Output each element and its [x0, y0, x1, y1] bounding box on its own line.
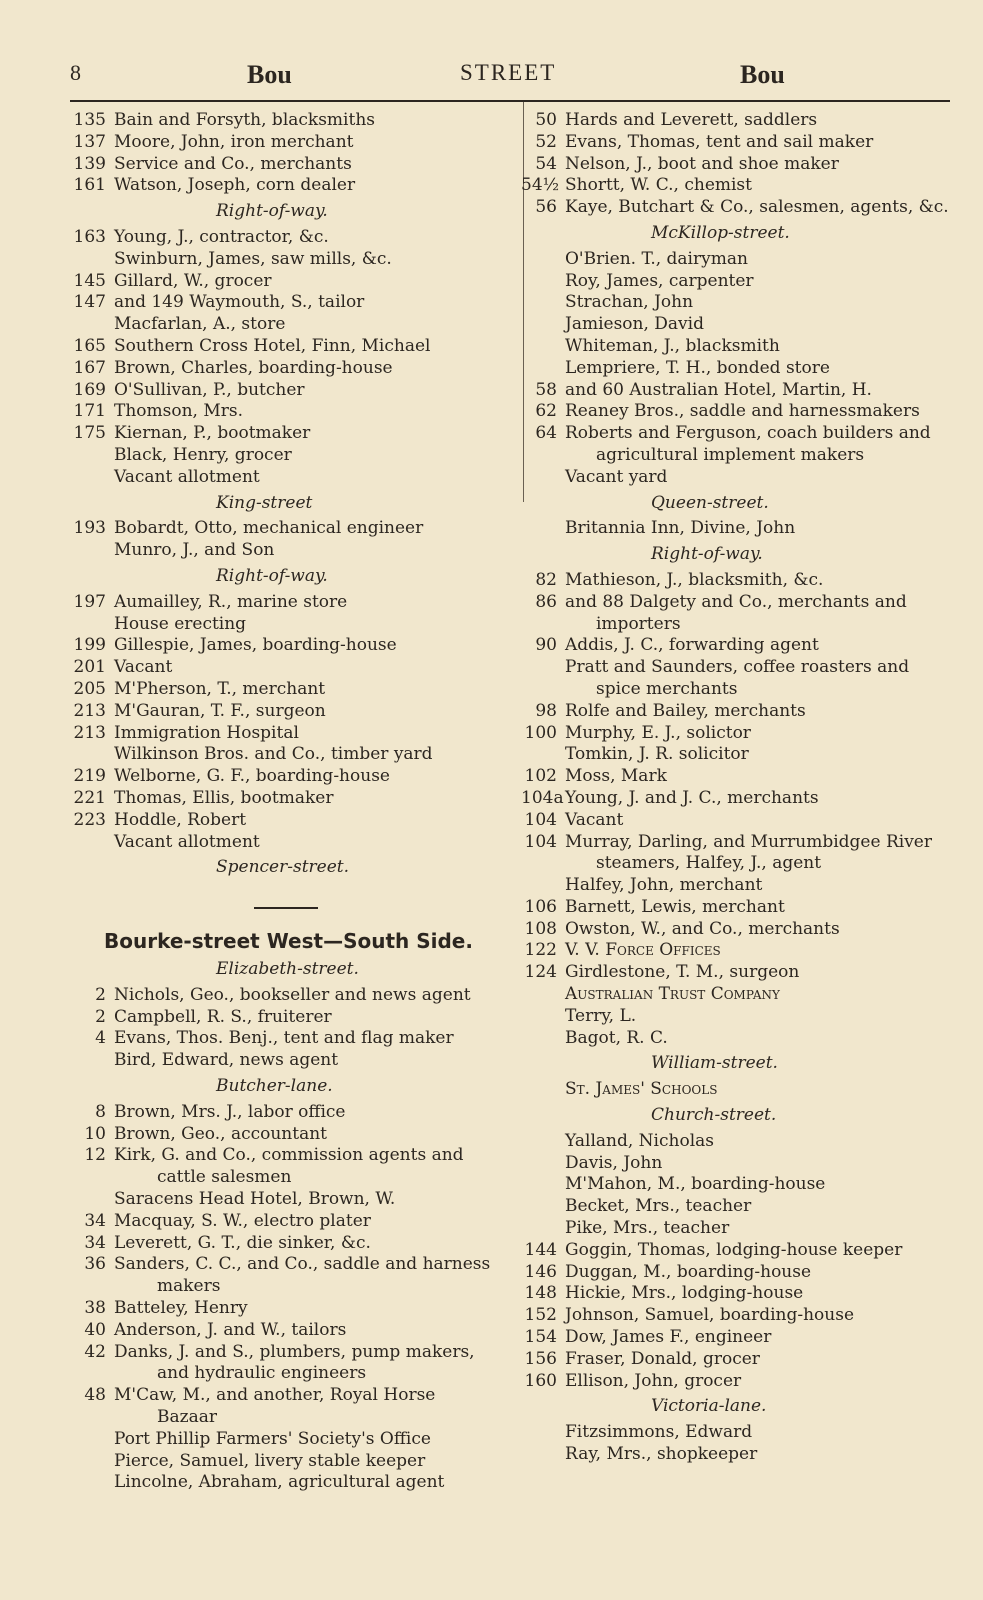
entry-text: Vacant — [114, 657, 173, 678]
directory-entry — [64, 132, 516, 154]
street-number: 86 — [535, 591, 557, 612]
directory-entry — [521, 1305, 965, 1327]
directory-entry — [521, 1218, 965, 1240]
directory-entry — [521, 832, 965, 854]
directory-entry — [64, 227, 516, 249]
street-number: 100 — [524, 722, 557, 743]
directory-entry — [521, 314, 965, 336]
directory-entry — [521, 175, 965, 197]
directory-entry — [64, 1407, 516, 1429]
directory-entry — [521, 940, 965, 962]
cross-street-heading: Right-of-way. — [216, 201, 328, 222]
directory-entry — [64, 1320, 516, 1342]
entry-text: Owston, W., and Co., merchants — [565, 918, 840, 939]
directory-entry — [521, 788, 965, 810]
street-number: 104 — [524, 809, 557, 830]
cross-street-heading: Elizabeth-street. — [216, 959, 359, 980]
entry-text: Moore, John, iron merchant — [114, 131, 354, 152]
entry-text: Fraser, Donald, grocer — [565, 1348, 760, 1369]
entry-text: M'Pherson, T., merchant — [114, 678, 326, 699]
street-number: 152 — [524, 1305, 557, 1326]
entry-text: Nichols, Geo., bookseller and news agent — [114, 984, 471, 1005]
entry-text: Vacant — [565, 809, 624, 830]
street-number: 171 — [73, 401, 106, 422]
directory-entry — [521, 962, 965, 984]
entry-text: Bain and Forsyth, blacksmiths — [114, 110, 375, 130]
entry-text: and hydraulic engineers — [157, 1363, 367, 1384]
street-number: 52 — [535, 131, 557, 152]
street-number: 213 — [73, 722, 106, 743]
entry-text: Tomkin, J. R. solicitor — [565, 744, 749, 765]
directory-entry — [64, 1472, 516, 1494]
directory-entry — [64, 154, 516, 176]
cross-street-heading: King-street — [216, 492, 313, 513]
street-number: 213 — [73, 700, 106, 721]
directory-entry — [521, 271, 965, 293]
street-number: 139 — [73, 153, 106, 174]
street-number: 201 — [73, 657, 106, 678]
entry-text: Murray, Darling, and Murrumbidgee River — [565, 831, 932, 852]
entry-text: Brown, Charles, boarding-house — [114, 357, 393, 378]
entry-text: Dow, James F., engineer — [565, 1327, 772, 1348]
entry-text: Thomas, Ellis, bootmaker — [114, 787, 334, 808]
street-number: 167 — [73, 357, 106, 378]
entry-text: Leverett, G. T., die sinker, &c. — [114, 1232, 371, 1253]
entry-text: Macfarlan, A., store — [114, 314, 286, 335]
street-number: 50 — [535, 110, 557, 130]
street-number: 145 — [73, 270, 106, 291]
entry-text: Britannia Inn, Divine, John — [565, 518, 796, 539]
directory-entry — [64, 723, 516, 745]
entry-text: Evans, Thos. Benj., tent and flag maker — [114, 1028, 454, 1049]
street-number: 148 — [524, 1283, 557, 1304]
directory-entry — [521, 445, 965, 467]
cross-street-heading: Butcher-lane. — [216, 1076, 333, 1097]
street-number: 34 — [84, 1210, 106, 1231]
directory-entry — [64, 292, 516, 314]
directory-entry — [521, 766, 965, 788]
directory-entry — [521, 132, 965, 154]
directory-entry — [521, 401, 965, 423]
entry-text: Macquay, S. W., electro plater — [114, 1210, 371, 1231]
entry-text: Davis, John — [565, 1152, 663, 1173]
directory-entry — [64, 467, 516, 489]
entry-text: Hickie, Mrs., lodging-house — [565, 1283, 804, 1304]
entry-text: Goggin, Thomas, lodging-house keeper — [565, 1239, 903, 1260]
directory-entry — [521, 1131, 965, 1153]
street-number: 38 — [84, 1298, 106, 1319]
entry-text: Pratt and Saunders, coffee roasters and — [565, 657, 910, 678]
cross-street-heading: Queen-street. — [651, 492, 769, 513]
directory-entry — [521, 110, 965, 132]
header-rule — [70, 100, 950, 102]
street-number: 54½ — [521, 175, 560, 196]
directory-entry — [521, 197, 965, 219]
directory-entry — [64, 614, 516, 636]
directory-entry — [64, 380, 516, 402]
entry-text: O'Brien. T., dairyman — [565, 248, 748, 269]
entry-text: Gillard, W., grocer — [114, 270, 272, 291]
street-number: 54 — [535, 153, 557, 174]
cross-street-heading: Victoria-lane. — [651, 1396, 767, 1417]
directory-entry — [521, 1327, 965, 1349]
directory-entry — [521, 853, 965, 875]
street-number: 10 — [84, 1123, 106, 1144]
directory-entry — [64, 540, 516, 562]
entry-text: O'Sullivan, P., butcher — [114, 379, 305, 400]
directory-entry — [64, 1211, 516, 1233]
running-header — [0, 60, 983, 100]
entry-text: Vacant yard — [565, 466, 668, 487]
entry-text: agricultural implement makers — [596, 444, 865, 465]
entry-text: Sanders, C. C., and Co., saddle and harness — [114, 1254, 491, 1275]
directory-entry — [64, 1124, 516, 1146]
directory-entry — [521, 723, 965, 745]
street-number: 90 — [535, 635, 557, 656]
entry-text: Rolfe and Bailey, merchants — [565, 700, 806, 721]
directory-entry — [521, 1174, 965, 1196]
directory-entry — [521, 249, 965, 271]
entry-text: Kiernan, P., bootmaker — [114, 423, 311, 444]
street-number: 193 — [73, 518, 106, 539]
entry-text: spice merchants — [596, 678, 738, 699]
directory-entry — [521, 358, 965, 380]
directory-entry — [64, 788, 516, 810]
entry-text: Pierce, Samuel, livery stable keeper — [114, 1450, 426, 1471]
directory-entry — [64, 1385, 516, 1407]
directory-entry — [521, 701, 965, 723]
entry-text: Addis, J. C., forwarding agent — [565, 635, 819, 656]
entry-text: Strachan, John — [565, 292, 694, 313]
entry-text: Batteley, Henry — [114, 1298, 248, 1319]
directory-entry — [64, 657, 516, 679]
section-divider — [254, 907, 318, 909]
directory-entry — [521, 292, 965, 314]
directory-entry — [521, 679, 965, 701]
directory-entry — [64, 110, 516, 132]
directory-entry — [64, 249, 516, 271]
directory-entry — [64, 635, 516, 657]
directory-entry — [64, 1298, 516, 1320]
directory-entry — [64, 1342, 516, 1364]
entry-text: Kaye, Butchart & Co., salesmen, agents, &c. — [565, 197, 949, 218]
entry-text: Australian Trust Company — [565, 984, 780, 1005]
entry-text: Roberts and Ferguson, coach builders and — [565, 423, 931, 444]
directory-entry — [64, 1102, 516, 1124]
street-number: 56 — [535, 197, 557, 218]
catchword-left: Bou — [247, 60, 292, 89]
directory-entry — [521, 1444, 965, 1466]
entry-text: St. James' Schools — [565, 1079, 718, 1100]
street-number: 2 — [95, 1006, 106, 1027]
directory-entry — [64, 1233, 516, 1255]
entry-text: Vacant allotment — [114, 831, 260, 852]
entry-text: Service and Co., merchants — [114, 153, 352, 174]
entry-text: Yalland, Nicholas — [565, 1130, 714, 1151]
directory-entry — [521, 336, 965, 358]
entry-text: Brown, Geo., accountant — [114, 1123, 328, 1144]
directory-entry — [521, 154, 965, 176]
entry-text: Bazaar — [157, 1407, 217, 1428]
entry-text: Port Phillip Farmers' Society's Office — [114, 1428, 431, 1449]
street-number: 156 — [524, 1348, 557, 1369]
catchword-right: Bou — [740, 60, 785, 89]
section-heading: Bourke-street West—South Side. — [104, 929, 473, 954]
entry-text: M'Gauran, T. F., surgeon — [114, 700, 326, 721]
entry-text: Evans, Thomas, tent and sail maker — [565, 131, 874, 152]
directory-entry — [521, 1422, 965, 1444]
entry-text: steamers, Halfey, J., agent — [596, 853, 822, 874]
cross-street-heading: McKillop-street. — [651, 222, 790, 243]
directory-entry — [521, 380, 965, 402]
entry-text: Watson, Joseph, corn dealer — [114, 175, 356, 196]
entry-text: Becket, Mrs., teacher — [565, 1196, 752, 1217]
directory-entry — [64, 271, 516, 293]
directory-entry — [521, 1079, 965, 1101]
street-number: 219 — [73, 766, 106, 787]
street-number: 137 — [73, 131, 106, 152]
directory-entry — [521, 897, 965, 919]
right-column — [521, 110, 965, 1466]
entry-text: Aumailley, R., marine store — [114, 591, 348, 612]
street-number: 104 — [524, 831, 557, 852]
street-number: 82 — [535, 569, 557, 590]
directory-entry — [521, 635, 965, 657]
directory-entry — [521, 1196, 965, 1218]
directory-entry — [521, 592, 965, 614]
entry-text: Mathieson, J., blacksmith, &c. — [565, 569, 824, 590]
cross-street-heading: Right-of-way. — [651, 544, 763, 565]
street-number: 58 — [535, 379, 557, 400]
street-number: 12 — [84, 1145, 106, 1166]
street-number: 2 — [95, 984, 106, 1005]
directory-entry — [64, 1189, 516, 1211]
entry-text: Wilkinson Bros. and Co., timber yard — [114, 744, 433, 765]
directory-entry — [521, 614, 965, 636]
street-number: 169 — [73, 379, 106, 400]
directory-entry — [64, 1429, 516, 1451]
directory-entry — [64, 744, 516, 766]
entry-text: M'Mahon, M., boarding-house — [565, 1174, 826, 1195]
street-number: 48 — [84, 1385, 106, 1406]
entry-text: Black, Henry, grocer — [114, 444, 292, 465]
entry-text: Fitzsimmons, Edward — [565, 1422, 753, 1443]
cross-street-heading: Right-of-way. — [216, 565, 328, 586]
entry-text: importers — [596, 613, 681, 634]
street-number: 160 — [524, 1370, 557, 1391]
street-number: 221 — [73, 787, 106, 808]
entry-text: Anderson, J. and W., tailors — [114, 1319, 347, 1340]
entry-text: and 88 Dalgety and Co., merchants and — [565, 591, 907, 612]
street-number: 34 — [84, 1232, 106, 1253]
page-number: 8 — [70, 60, 81, 85]
street-number: 4 — [95, 1028, 106, 1049]
entry-text: M'Caw, M., and another, Royal Horse — [114, 1385, 436, 1406]
left-column — [64, 110, 516, 1494]
entry-text: Swinburn, James, saw mills, &c. — [114, 248, 392, 269]
entry-text: Jamieson, David — [565, 314, 704, 335]
entry-text: Lempriere, T. H., bonded store — [565, 357, 830, 378]
directory-entry — [64, 336, 516, 358]
street-number: 147 — [73, 292, 106, 313]
entry-text: Southern Cross Hotel, Finn, Michael — [114, 335, 431, 356]
entry-text: Shortt, W. C., chemist — [565, 175, 752, 196]
directory-entry — [64, 985, 516, 1007]
directory-entry — [64, 445, 516, 467]
directory-entry — [64, 1254, 516, 1276]
entry-text: Pike, Mrs., teacher — [565, 1218, 730, 1239]
directory-entry — [521, 570, 965, 592]
street-number: 106 — [524, 896, 557, 917]
street-number: 108 — [524, 918, 557, 939]
street-number: 124 — [524, 962, 557, 983]
directory-entry — [521, 744, 965, 766]
entry-text: Johnson, Samuel, boarding-house — [565, 1305, 855, 1326]
directory-entry — [64, 766, 516, 788]
entry-text: Vacant allotment — [114, 466, 260, 487]
entry-text: Lincolne, Abraham, agricultural agent — [114, 1472, 445, 1493]
entry-text: Roy, James, carpenter — [565, 270, 754, 291]
entry-text: Bobardt, Otto, mechanical engineer — [114, 518, 424, 539]
directory-entry — [521, 423, 965, 445]
street-number: 197 — [73, 591, 106, 612]
entry-text: Thomson, Mrs. — [114, 401, 244, 422]
entry-text: Brown, Mrs. J., labor office — [114, 1101, 346, 1122]
directory-entry — [521, 875, 965, 897]
entry-text: Hoddle, Robert — [114, 809, 247, 830]
directory-entry — [521, 1006, 965, 1028]
directory-entry — [521, 810, 965, 832]
street-number: 144 — [524, 1239, 557, 1260]
directory-entry — [64, 358, 516, 380]
street-number: 8 — [95, 1101, 106, 1122]
street-number: 175 — [73, 423, 106, 444]
directory-entry — [64, 518, 516, 540]
entry-text: Danks, J. and S., plumbers, pump makers, — [114, 1341, 475, 1362]
directory-entry — [64, 314, 516, 336]
directory-entry — [64, 701, 516, 723]
entry-text: Campbell, R. S., fruiterer — [114, 1006, 332, 1027]
directory-entry — [521, 1371, 965, 1393]
street-number: 163 — [73, 226, 106, 247]
entry-text: Reaney Bros., saddle and harnessmakers — [565, 401, 920, 422]
entry-text: Whiteman, J., blacksmith — [565, 335, 780, 356]
street-number: 205 — [73, 678, 106, 699]
entry-text: and 60 Australian Hotel, Martin, H. — [565, 379, 872, 400]
street-number: 223 — [73, 809, 106, 830]
entry-text: Saracens Head Hotel, Brown, W. — [114, 1189, 396, 1210]
cross-street-heading: William-street. — [651, 1053, 778, 1074]
street-number: 98 — [535, 700, 557, 721]
directory-entry — [521, 1349, 965, 1371]
entry-text: makers — [157, 1276, 221, 1297]
entry-text: cattle salesmen — [157, 1167, 292, 1188]
cross-street-heading: Church-street. — [651, 1105, 777, 1126]
entry-text: Bagot, R. C. — [565, 1027, 668, 1048]
street-number: 199 — [73, 635, 106, 656]
directory-entry — [64, 1007, 516, 1029]
entry-text: Young, J. and J. C., merchants — [565, 787, 819, 808]
entry-text: Munro, J., and Son — [114, 540, 275, 561]
directory-entry — [521, 1028, 965, 1050]
street-number: 62 — [535, 401, 557, 422]
directory-entry — [64, 423, 516, 445]
entry-text: Duggan, M., boarding-house — [565, 1261, 812, 1282]
directory-entry — [521, 1153, 965, 1175]
entry-text: Gillespie, James, boarding-house — [114, 635, 397, 656]
entry-text: Terry, L. — [565, 1005, 637, 1026]
directory-entry — [64, 175, 516, 197]
entry-text: Ray, Mrs., shopkeeper — [565, 1444, 758, 1465]
entry-text: Moss, Mark — [565, 766, 667, 787]
entry-text: Immigration Hospital — [114, 722, 299, 743]
directory-entry — [521, 1262, 965, 1284]
entry-text: Barnett, Lewis, merchant — [565, 896, 785, 917]
directory-entry — [521, 919, 965, 941]
entry-text: Murphy, E. J., solictor — [565, 722, 751, 743]
street-number: 165 — [73, 335, 106, 356]
header-title: STREET — [460, 60, 557, 85]
entry-text: Nelson, J., boot and shoe maker — [565, 153, 839, 174]
directory-entry — [521, 984, 965, 1006]
directory-entry — [521, 518, 965, 540]
directory-entry — [64, 1363, 516, 1385]
entry-text: V. V. Force Offices — [565, 940, 721, 961]
entry-text: Welborne, G. F., boarding-house — [114, 766, 390, 787]
entry-text: Kirk, G. and Co., commission agents and — [114, 1145, 464, 1166]
entry-text: House erecting — [114, 613, 247, 634]
entry-text: Bird, Edward, news agent — [114, 1050, 339, 1071]
street-number: 40 — [84, 1319, 106, 1340]
street-number: 135 — [73, 110, 106, 130]
directory-entry — [64, 401, 516, 423]
directory-entry — [64, 1451, 516, 1473]
directory-entry — [521, 1240, 965, 1262]
entry-text: and 149 Waymouth, S., tailor — [114, 292, 365, 313]
street-number: 122 — [524, 940, 557, 961]
directory-entry — [64, 1276, 516, 1298]
street-number: 104a — [521, 787, 564, 808]
entry-text: Young, J., contractor, &c. — [114, 226, 329, 247]
cross-street-heading: Spencer-street. — [216, 857, 350, 878]
entry-text: Hards and Leverett, saddlers — [565, 110, 818, 130]
directory-entry — [64, 1050, 516, 1072]
street-number: 154 — [524, 1327, 557, 1348]
entry-text: Girdlestone, T. M., surgeon — [565, 962, 800, 983]
street-number: 36 — [84, 1254, 106, 1275]
directory-entry — [64, 1145, 516, 1167]
directory-entry — [64, 679, 516, 701]
street-number: 64 — [535, 423, 557, 444]
directory-entry — [64, 1028, 516, 1050]
directory-entry — [64, 832, 516, 854]
entry-text: Halfey, John, merchant — [565, 875, 763, 896]
entry-text: Ellison, John, grocer — [565, 1370, 742, 1391]
directory-entry — [64, 592, 516, 614]
directory-entry — [521, 657, 965, 679]
street-number: 146 — [524, 1261, 557, 1282]
street-number: 42 — [84, 1341, 106, 1362]
directory-entry — [64, 1167, 516, 1189]
directory-entry — [64, 810, 516, 832]
directory-entry — [521, 467, 965, 489]
street-number: 161 — [73, 175, 106, 196]
directory-entry — [521, 1283, 965, 1305]
street-number: 102 — [524, 766, 557, 787]
